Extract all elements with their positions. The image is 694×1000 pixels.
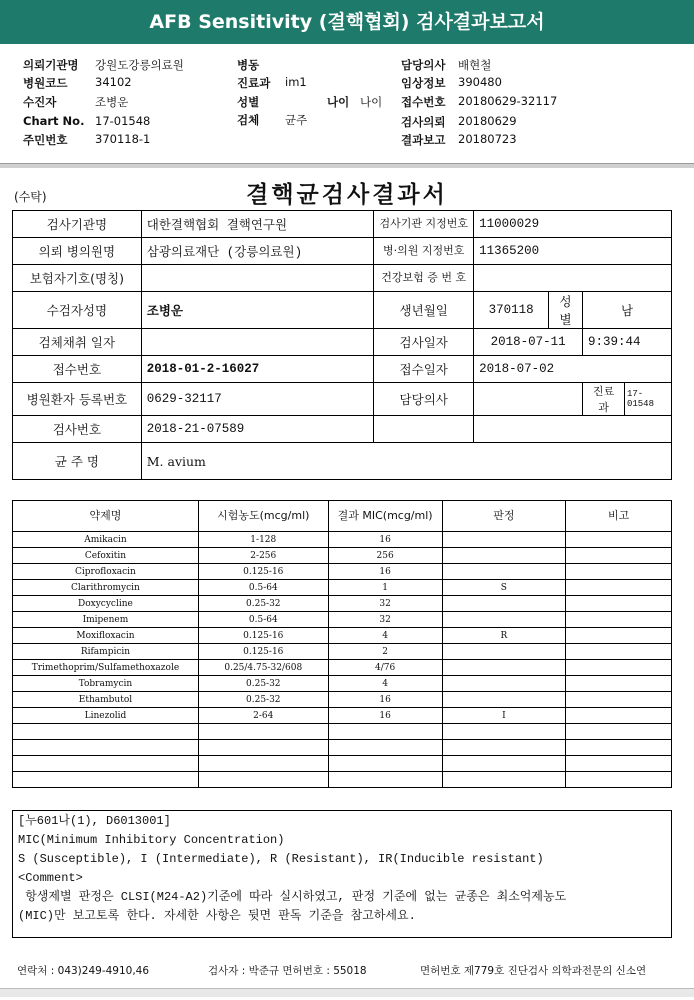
- remarks-cell: [566, 660, 672, 676]
- mic-cell: 16: [328, 564, 442, 580]
- remarks-cell: [566, 708, 672, 724]
- mic-cell: [328, 772, 442, 788]
- mic-cell: 16: [328, 708, 442, 724]
- header-value: 배현철: [458, 58, 492, 72]
- dept-value: 17-01548: [624, 383, 671, 416]
- hosp-value: 삼광의료재단 (강릉의료원): [141, 238, 374, 265]
- remarks-cell: [566, 692, 672, 708]
- header-value: 20180629-32117: [458, 94, 558, 108]
- drug-name-cell: Clarithromycin: [13, 580, 199, 596]
- tb-test-report: [0, 168, 694, 1000]
- empty-cell: [474, 416, 672, 443]
- interpretation-cell: [442, 532, 566, 548]
- header-label: 검체: [237, 113, 260, 127]
- collect-value: [141, 329, 374, 356]
- header-value: 조병운: [95, 95, 129, 109]
- header-value: 강원도강릉의료원: [95, 58, 184, 72]
- info-row: [13, 383, 672, 416]
- remarks-cell: [566, 548, 672, 564]
- header-label: 성별: [237, 95, 260, 109]
- header-value: 34102: [95, 75, 132, 89]
- interpretation-cell: [442, 676, 566, 692]
- tester-info: 검사자 : 박준규 면허번호 : 55018: [208, 965, 367, 977]
- test-no-label: 검사번호: [13, 416, 142, 443]
- hosp-no-label: 병·의원 지정번호: [374, 238, 474, 265]
- mic-cell: 4: [328, 676, 442, 692]
- col-header-concentration: 시험농도(mcg/ml): [198, 501, 328, 532]
- info-row: [13, 292, 672, 329]
- note-line: (MIC)만 보고토록 한다. 자세한 사항은 뒷면 판독 기준을 참고하세요.: [18, 909, 416, 923]
- reg-no-label: 병원환자 등록번호: [13, 383, 142, 416]
- drug-row: [13, 564, 672, 580]
- remarks-cell: [566, 756, 672, 772]
- contact-info: 연락처 : 043)249-4910,46: [17, 965, 150, 977]
- drug-name-cell: Ethambutol: [13, 692, 199, 708]
- interpretation-cell: [442, 772, 566, 788]
- concentration-cell: 0.25/4.75-32/608: [198, 660, 328, 676]
- dept-label: 진료과: [583, 383, 625, 416]
- drug-name-cell: Ciprofloxacin: [13, 564, 199, 580]
- drug-name-cell: [13, 756, 199, 772]
- drug-name-cell: Cefoxitin: [13, 548, 199, 564]
- drug-row: [13, 708, 672, 724]
- info-row: [13, 416, 672, 443]
- remarks-cell: [566, 596, 672, 612]
- mic-cell: [328, 740, 442, 756]
- note-line: [누601나(1), D6013001]: [18, 814, 171, 828]
- concentration-cell: 0.125-16: [198, 628, 328, 644]
- health-ins-label: 건강보험 증 번 호: [374, 265, 474, 292]
- drug-name-cell: Moxifloxacin: [13, 628, 199, 644]
- remarks-cell: [566, 580, 672, 596]
- drug-row: [13, 596, 672, 612]
- remarks-cell: [566, 724, 672, 740]
- interpretation-cell: [442, 756, 566, 772]
- mic-cell: 1: [328, 580, 442, 596]
- mic-cell: 32: [328, 612, 442, 628]
- concentration-cell: 0.25-32: [198, 676, 328, 692]
- header-value: im1: [285, 75, 307, 89]
- drug-row: [13, 628, 672, 644]
- report-info-table: [12, 210, 672, 480]
- header-label: 담당의사: [401, 58, 446, 72]
- mic-cell: 32: [328, 596, 442, 612]
- note-line: 항생제별 판정은 CLSI(M24-A2)기준에 따라 실시하였고, 판정 기준에 없는 균종은 최소억제농도: [18, 890, 567, 904]
- mic-cell: 16: [328, 692, 442, 708]
- mic-cell: 4: [328, 628, 442, 644]
- notes-box: [12, 810, 672, 938]
- age-label: 나이: [327, 95, 350, 109]
- drug-row: [13, 692, 672, 708]
- concentration-cell: 1-128: [198, 532, 328, 548]
- header-label: 진료과: [237, 76, 271, 90]
- test-time-value: 9:39:44: [583, 329, 672, 356]
- receipt-no-value: 2018-01-2-16027: [141, 356, 374, 383]
- insured-value: [141, 265, 374, 292]
- header-value: 균주: [285, 113, 308, 127]
- bottom-rule: [0, 988, 694, 997]
- mic-cell: 16: [328, 532, 442, 548]
- birth-value: 370118: [474, 292, 549, 329]
- health-ins-value: [474, 265, 672, 292]
- inst-label: 검사기관명: [13, 211, 142, 238]
- mic-cell: [328, 724, 442, 740]
- remarks-cell: [566, 564, 672, 580]
- test-date-value: 2018-07-11: [474, 329, 583, 356]
- license-info: 면허번호 제779호 진단검사 의학과전문의 신소연: [420, 965, 647, 977]
- drug-name-cell: Tobramycin: [13, 676, 199, 692]
- drug-name-cell: Doxycycline: [13, 596, 199, 612]
- remarks-cell: [566, 612, 672, 628]
- strain-label: 균 주 명: [13, 443, 142, 480]
- receipt-date-label: 접수일자: [374, 356, 474, 383]
- header-value: 20180629: [458, 114, 517, 128]
- interpretation-cell: [442, 724, 566, 740]
- report-title: AFB Sensitivity (결핵협회) 검사결과보고서: [149, 11, 545, 33]
- header-value: 20180723: [458, 132, 517, 146]
- mic-cell: 2: [328, 644, 442, 660]
- drug-name-cell: [13, 772, 199, 788]
- header-label: 결과보고: [401, 133, 446, 147]
- reg-no-value: 0629-32117: [141, 383, 374, 416]
- drug-row: [13, 532, 672, 548]
- concentration-cell: [198, 740, 328, 756]
- concentration-cell: [198, 724, 328, 740]
- age-value: 나이: [360, 95, 383, 109]
- mic-cell: [328, 756, 442, 772]
- interpretation-cell: [442, 564, 566, 580]
- header-label: 접수번호: [401, 95, 446, 109]
- birth-label: 생년월일: [374, 292, 474, 329]
- info-row: [13, 211, 672, 238]
- col-header-mic: 결과 MIC(mcg/ml): [328, 501, 442, 532]
- drug-row: [13, 772, 672, 788]
- header-value: 390480: [458, 75, 502, 89]
- header-label: 의뢰기관명: [23, 58, 79, 72]
- drug-header-row: [13, 501, 672, 532]
- header-label: 수진자: [23, 95, 57, 109]
- drug-name-cell: [13, 724, 199, 740]
- drug-row: [13, 580, 672, 596]
- info-row: [13, 356, 672, 383]
- inst-no-label: 검사기관 지정번호: [374, 211, 474, 238]
- header-label: 임상정보: [401, 76, 446, 90]
- info-row: [13, 238, 672, 265]
- remarks-cell: [566, 628, 672, 644]
- remarks-cell: [566, 676, 672, 692]
- concentration-cell: 2-64: [198, 708, 328, 724]
- concentration-cell: 0.5-64: [198, 612, 328, 628]
- drug-row: [13, 644, 672, 660]
- remarks-cell: [566, 644, 672, 660]
- sex-label: 성별: [549, 292, 583, 329]
- concentration-cell: 0.25-32: [198, 692, 328, 708]
- receipt-date-value: 2018-07-02: [474, 356, 672, 383]
- drug-row: [13, 756, 672, 772]
- mic-cell: 256: [328, 548, 442, 564]
- concentration-cell: 0.125-16: [198, 644, 328, 660]
- drug-row: [13, 612, 672, 628]
- header-label: 주민번호: [23, 133, 68, 147]
- info-row: [13, 265, 672, 292]
- test-date-label: 검사일자: [374, 329, 474, 356]
- drug-name-cell: Rifampicin: [13, 644, 199, 660]
- drug-name-cell: Amikacin: [13, 532, 199, 548]
- drug-sensitivity-table: [12, 500, 672, 788]
- patient-label: 수검자성명: [13, 292, 142, 329]
- interpretation-cell: [442, 740, 566, 756]
- drug-row: [13, 740, 672, 756]
- header-label: 검사의뢰: [401, 115, 446, 129]
- inst-value: 대한결핵협회 결핵연구원: [141, 211, 374, 238]
- test-no-value: 2018-21-07589: [141, 416, 374, 443]
- concentration-cell: 0.125-16: [198, 564, 328, 580]
- concentration-cell: [198, 756, 328, 772]
- drug-name-cell: [13, 740, 199, 756]
- col-header-remarks: 비고: [566, 501, 672, 532]
- empty-cell: [374, 416, 474, 443]
- header-label: 병원코드: [23, 76, 68, 90]
- concentration-cell: 2-256: [198, 548, 328, 564]
- strain-value: M. avium: [141, 443, 671, 480]
- remarks-cell: [566, 532, 672, 548]
- col-header-interpretation: 판정: [442, 501, 566, 532]
- report-heading: 결핵균검사결과서: [246, 181, 448, 208]
- doctor-value: [474, 383, 583, 416]
- header-value: 17-01548: [95, 114, 151, 128]
- interpretation-cell: S: [442, 580, 566, 596]
- info-row: [13, 443, 672, 480]
- inst-no-value: 11000029: [474, 211, 672, 238]
- header-label: Chart No.: [23, 114, 85, 128]
- remarks-cell: [566, 772, 672, 788]
- interpretation-cell: I: [442, 708, 566, 724]
- remarks-cell: [566, 740, 672, 756]
- drug-row: [13, 676, 672, 692]
- concentration-cell: [198, 772, 328, 788]
- header-label: 병동: [237, 58, 260, 72]
- note-line: MIC(Minimum Inhibitory Concentration): [18, 833, 285, 847]
- drug-name-cell: Linezolid: [13, 708, 199, 724]
- interpretation-cell: [442, 612, 566, 628]
- receipt-no-label: 접수번호: [13, 356, 142, 383]
- note-line: S (Susceptible), I (Intermediate), R (Resistant), IR(Inducible resistant): [18, 852, 544, 866]
- interpretation-cell: [442, 660, 566, 676]
- drug-name-cell: Imipenem: [13, 612, 199, 628]
- collect-label: 검체채취 일자: [13, 329, 142, 356]
- interpretation-cell: [442, 692, 566, 708]
- hosp-no-value: 11365200: [474, 238, 672, 265]
- concentration-cell: 0.25-32: [198, 596, 328, 612]
- mic-cell: 4/76: [328, 660, 442, 676]
- interpretation-cell: R: [442, 628, 566, 644]
- drug-row: [13, 724, 672, 740]
- interpretation-cell: [442, 596, 566, 612]
- drug-row: [13, 548, 672, 564]
- drug-name-cell: Trimethoprim/Sulfamethoxazole: [13, 660, 199, 676]
- info-row: [13, 329, 672, 356]
- drug-row: [13, 660, 672, 676]
- header-value: 370118-1: [95, 132, 151, 146]
- sex-value: 남: [583, 292, 672, 329]
- patient-value: 조병운: [141, 292, 374, 329]
- hosp-label: 의뢰 병의원명: [13, 238, 142, 265]
- insured-label: 보험자기호(명칭): [13, 265, 142, 292]
- note-line: <Comment>: [18, 871, 83, 885]
- concentration-cell: 0.5-64: [198, 580, 328, 596]
- interpretation-cell: [442, 644, 566, 660]
- doctor-label: 담당의사: [374, 383, 474, 416]
- col-header-drug: 약제명: [13, 501, 199, 532]
- report-title-bar: [0, 0, 694, 44]
- consignment-tag: (수탁): [14, 190, 47, 204]
- patient-header: [0, 44, 694, 163]
- interpretation-cell: [442, 548, 566, 564]
